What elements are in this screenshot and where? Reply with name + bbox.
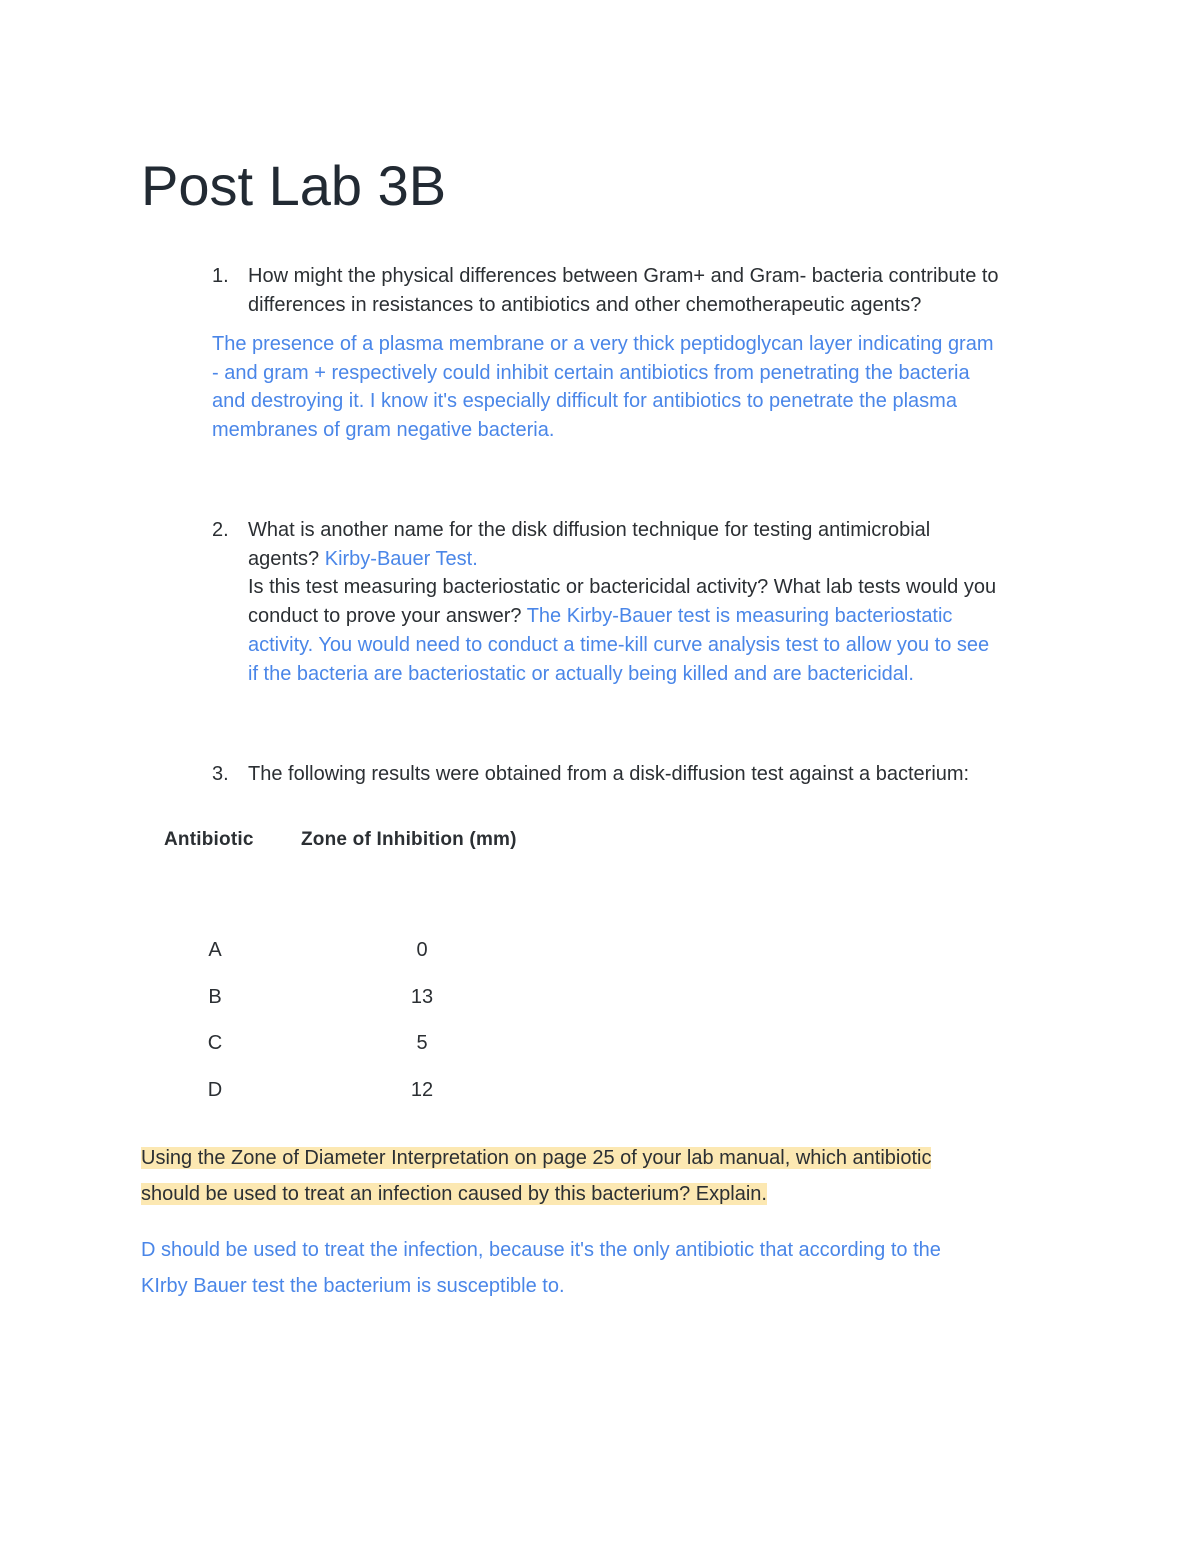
question-2-line [248,545,996,574]
table-header-antibiotic: Antibiotic [164,829,254,850]
question-1-text [248,262,999,319]
question-2-answer-line: if the bacteria are bacteriostatic or actually being killed and are bactericidal. [248,662,914,685]
highlighted-line [141,1176,931,1212]
answer-line: membranes of gram negative bacteria. [212,419,555,442]
question-2-answer: The Kirby-Bauer test is measuring bacteriostatic [526,605,953,628]
answer-line: and destroying it. I know it's especially difficult for antibiotics to penetrate the plasma [212,390,957,413]
question-1-number: 1. [212,265,229,287]
question-2-line: What is another name for the disk diffusion technique for testing antimicrobial [248,519,931,541]
question-2-prompt: agents? [248,547,320,570]
question-2-answer-name: Kirby-Bauer Test. [324,547,478,570]
answer-line: The presence of a plasma membrane or a very thick peptidoglycan layer indicating gram [212,333,994,355]
final-answer-line: D should be used to treat the infection, because it's the only antibiotic that according to the [141,1239,941,1261]
table-cell-antibiotic: B [208,986,222,1008]
answer-line: - and gram + respectively could inhibit certain antibiotics from penetrating the bacteria [212,361,970,384]
highlight-text: Using the Zone of Diameter Interpretation on page 25 of your lab manual, which antibiotic [141,1147,932,1169]
final-answer [141,1232,941,1304]
question-3-number: 3. [212,763,229,785]
question-1-line: differences in resistances to antibiotics and other chemotherapeutic agents? [248,293,922,316]
question-2-number: 2. [212,519,229,541]
table-cell-zone: 12 [410,1079,434,1101]
question-3-text: The following results were obtained from a disk-diffusion test against a bacterium: [248,763,970,785]
question-2-text [248,516,996,688]
question-1-answer [212,330,994,445]
table-cell-zone: 0 [416,939,428,961]
question-2-line [248,602,996,631]
final-answer-line: KIrby Bauer test the bacterium is susceptible to. [141,1275,565,1297]
table-cell-antibiotic: D [207,1079,223,1101]
table-cell-zone: 13 [410,986,434,1008]
table-cell-antibiotic: A [208,939,222,961]
page-title: Post Lab 3B [141,154,447,217]
question-1-line: How might the physical differences between Gram+ and Gram- bacteria contribute to [248,265,999,287]
table-header-zone: Zone of Inhibition (mm) [301,829,517,850]
table-cell-zone: 5 [416,1032,428,1054]
highlighted-question [141,1140,931,1212]
table-cell-antibiotic: C [207,1032,223,1054]
question-2-line: Is this test measuring bacteriostatic or bactericidal activity? What lab tests would you [248,576,997,599]
highlight-text: should be used to treat an infection caused by this bacterium? Explain. [141,1183,767,1205]
question-2-answer-line: activity. You would need to conduct a time-kill curve analysis test to allow you to see [248,633,990,656]
highlighted-line [141,1140,931,1176]
question-2-prompt: conduct to prove your answer? [248,605,522,628]
